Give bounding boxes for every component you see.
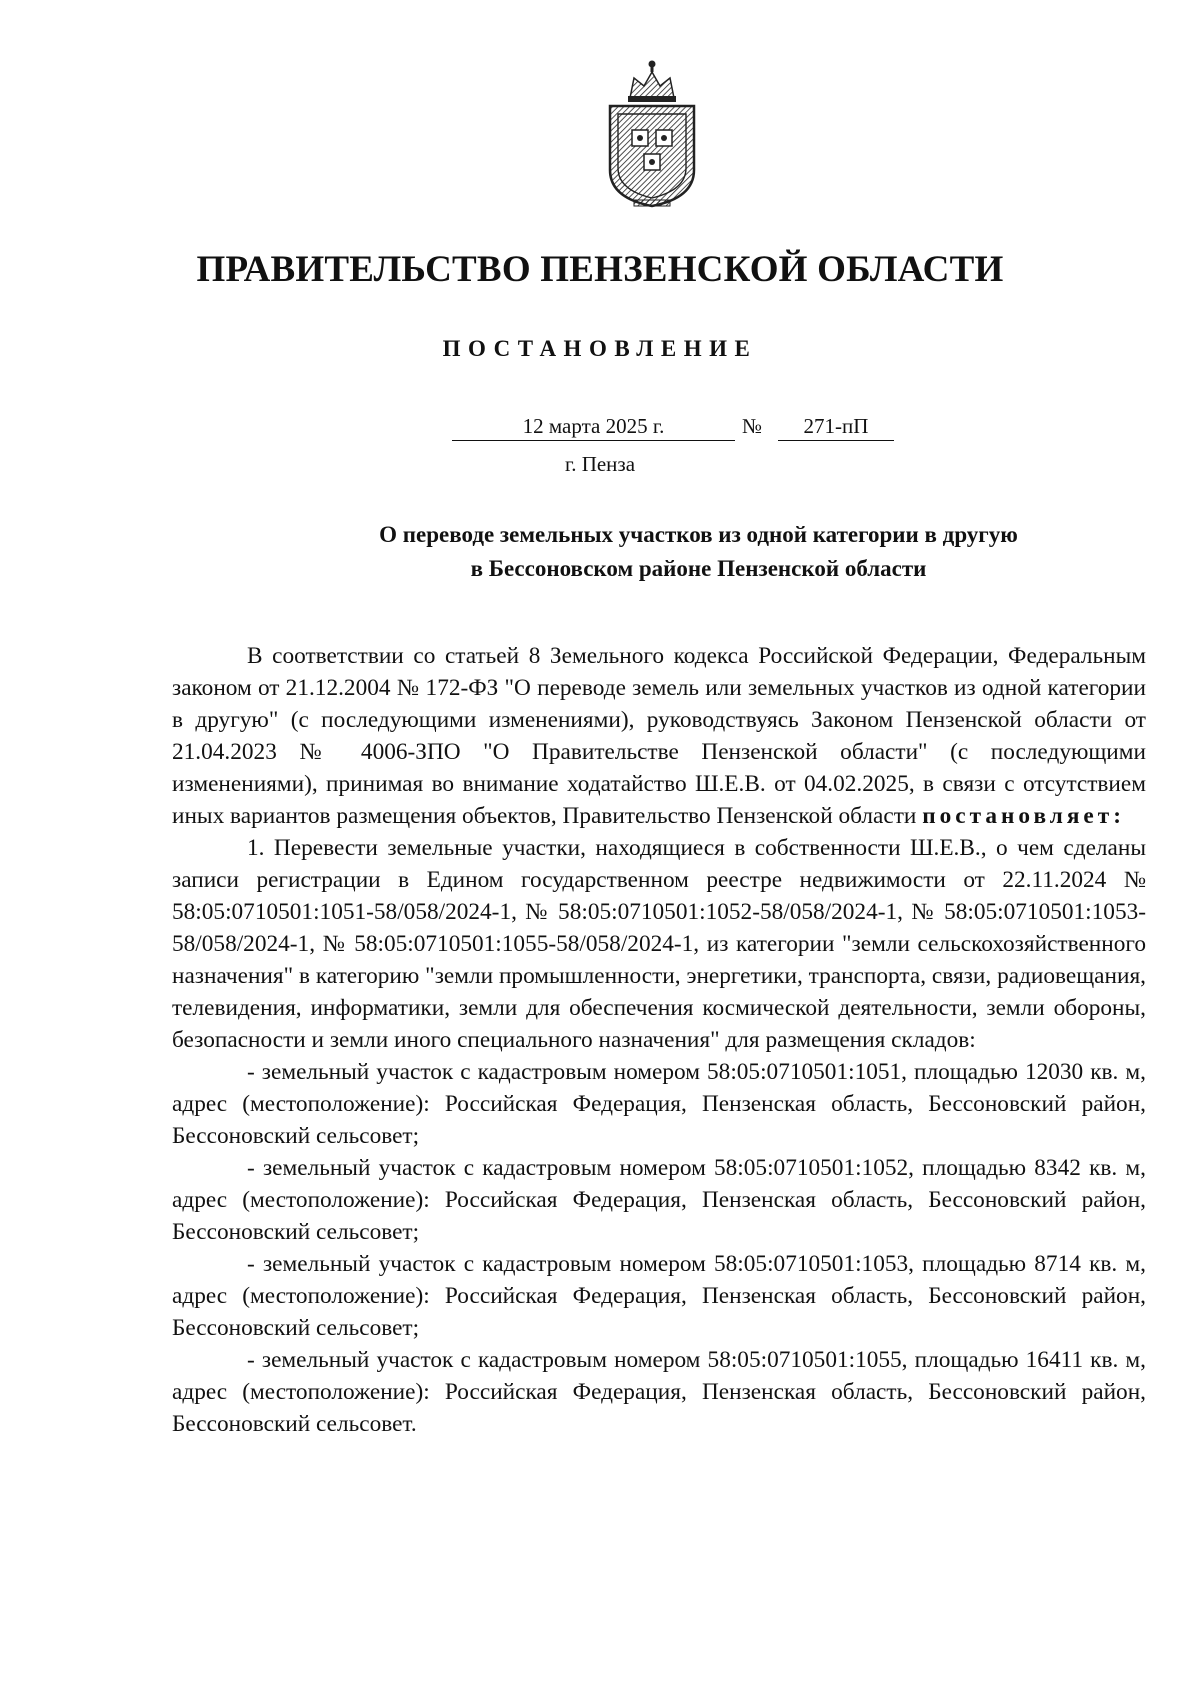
plot-paragraph-1051: - земельный участок с кадастровым номером 58:05:0710501:1051, площадью 12030 кв. м, адрес (местоположение): Российская Федерация, Пензенская область, Бессоновский район, Бессоновский сельсовет;	[172, 1059, 1146, 1149]
date-number-line	[0, 412, 1200, 444]
document-subject	[276, 518, 1121, 586]
document-number: 271-пП	[778, 412, 894, 441]
number-sign: №	[742, 414, 763, 438]
preamble-text: В соответствии со статьей 8 Земельного кодекса Российской Федерации, Федеральным законом от 21.12.2004 № 172-ФЗ "О переводе земель или земельных участков из одной категории в другую" (с последующими изменениями), руководствуясь Законом Пензенской области от 21.04.2023 № 4006-ЗПО "О Правительстве Пензенской области" (с последующими изменениями), принимая во внимание ходатайство Ш.Е.В. от 04.02.2025, в связи с отсутствием иных вариантов размещения объектов, Правительство Пензенской области	[172, 643, 1146, 829]
coat-of-arms-icon	[604, 58, 700, 210]
resolves-word: постановляет:	[922, 803, 1125, 829]
item-1-paragraph: 1. Перевести земельные участки, находящиеся в собственности Ш.Е.В., о чем сделаны записи регистрации в Едином государственном реестре недвижимости от 22.11.2024 № 58:05:0710501:1051-58/058/2024-1, № 58:05:0710501:1052-58/058/2024-1, № 58:05:0710501:1053-58/058/2024-1, № 58:05:0710501:1055-58/058/2024-1, из категории "земли сельскохозяйственного назначения" в категорию "земли промышленности, энергетики, транспорта, связи, радиовещания, телевидения, информатики, земли для обеспечения космической деятельности, земли обороны, безопасности и земли иного специального назначения" для размещения складов:	[172, 835, 1146, 1053]
document-date: 12 марта 2025 г.	[452, 412, 735, 441]
plot-paragraph-1053: - земельный участок с кадастровым номером 58:05:0710501:1053, площадью 8714 кв. м, адрес (местоположение): Российская Федерация, Пензенская область, Бессоновский район, Бессоновский сельсовет;	[172, 1251, 1146, 1341]
plot-paragraph-1052: - земельный участок с кадастровым номером 58:05:0710501:1052, площадью 8342 кв. м, адрес (местоположение): Российская Федерация, Пензенская область, Бессоновский район, Бессоновский сельсовет;	[172, 1155, 1146, 1245]
document-body	[172, 640, 1146, 1440]
document-type: ПОСТАНОВЛЕНИЕ	[442, 336, 758, 361]
subject-line-1: О переводе земельных участков из одной категории в другую	[379, 522, 1018, 547]
subject-line-2: в Бессоновском районе Пензенской области	[470, 556, 927, 581]
government-name: ПРАВИТЕЛЬСТВО ПЕНЗЕНСКОЙ ОБЛАСТИ	[196, 249, 1004, 290]
plot-paragraph-1055: - земельный участок с кадастровым номером 58:05:0710501:1055, площадью 16411 кв. м, адрес (местоположение): Российская Федерация, Пензенская область, Бессоновский район, Бессоновский сельсовет.	[172, 1347, 1146, 1437]
city: г. Пенза	[564, 452, 636, 476]
preamble-paragraph	[172, 640, 1146, 832]
